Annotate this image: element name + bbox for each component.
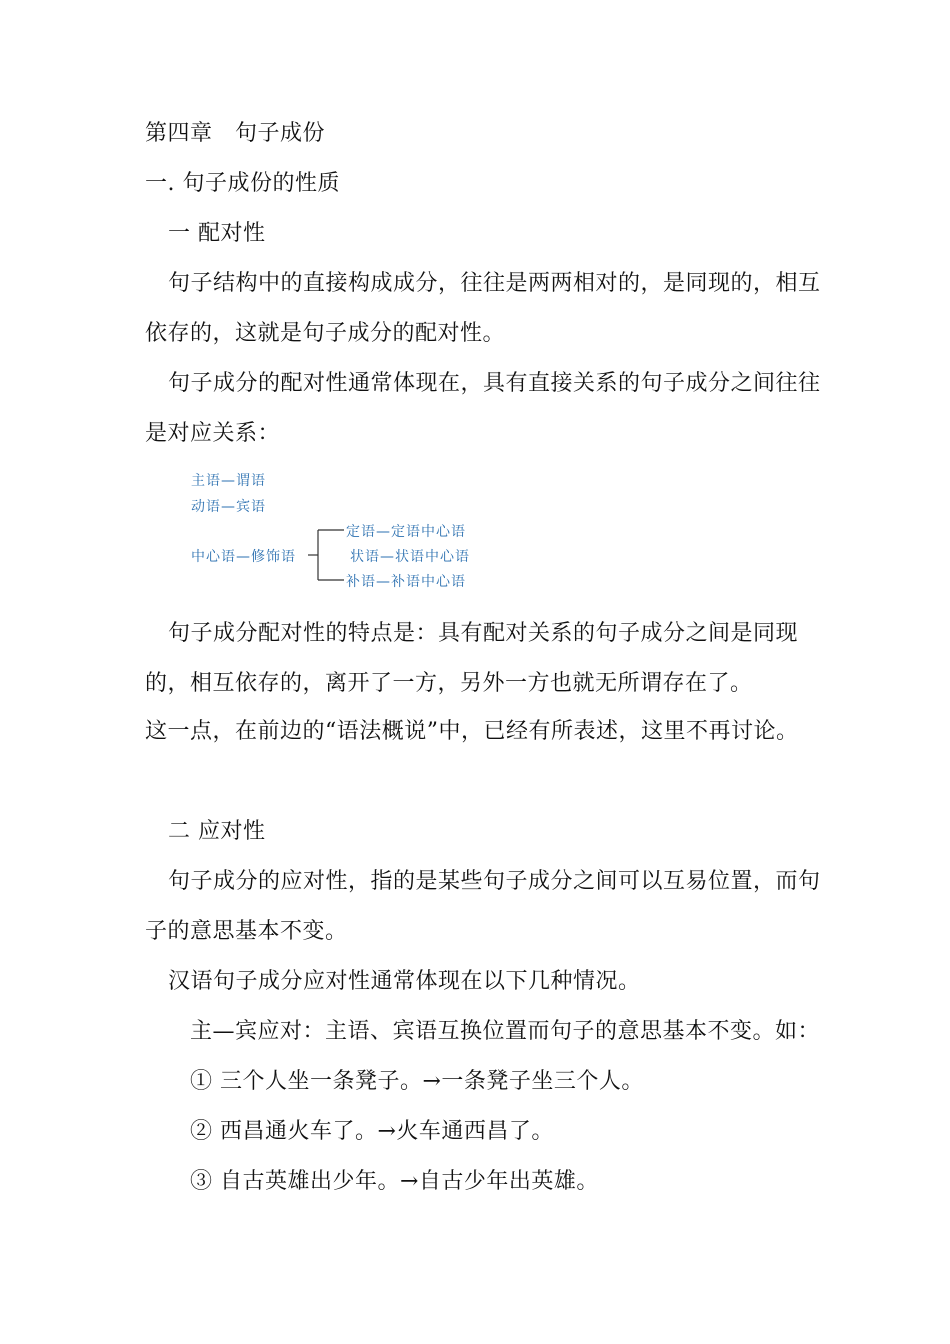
- diagram-branch-adverbial: 状语—状语中心语: [350, 549, 470, 565]
- paragraph-line: 依存的，这就是句子成分的配对性。: [145, 321, 506, 346]
- paragraph-line: 的，相互依存的，离开了一方，另外一方也就无所谓存在了。: [145, 671, 753, 696]
- diagram-branch-attributive: 定语—定语中心语: [346, 524, 466, 540]
- subsection-heading-pairing: 一 配对性: [168, 221, 266, 246]
- example-item: ③ 自古英雄出少年。→自古少年出英雄。: [190, 1169, 599, 1194]
- diagram-root-head-modifier: 中心语—修饰语: [191, 549, 296, 565]
- paragraph-line: 句子成分的配对性通常体现在，具有直接关系的句子成分之间往往: [168, 371, 821, 396]
- paragraph-line: 子的意思基本不变。: [145, 919, 348, 944]
- chapter-title: 第四章 句子成份: [145, 121, 326, 146]
- paragraph-line: 主—宾应对：主语、宾语互换位置而句子的意思基本不变。如：: [190, 1019, 821, 1044]
- paragraph-line: 句子结构中的直接构成成分，往往是两两相对的，是同现的，相互: [168, 271, 821, 296]
- example-item: ① 三个人坐一条凳子。→一条凳子坐三个人。: [190, 1069, 644, 1094]
- paragraph-line: 汉语句子成分应对性通常体现在以下几种情况。: [168, 969, 641, 994]
- diagram-pair-verb-object: 动语—宾语: [191, 499, 266, 515]
- section-heading: 一. 句子成份的性质: [145, 171, 340, 196]
- subsection-heading-correspondence: 二 应对性: [168, 819, 266, 844]
- diagram-pair-subject-predicate: 主语—谓语: [191, 473, 266, 489]
- paragraph-line: 句子成分配对性的特点是：具有配对关系的句子成分之间是同现: [168, 621, 799, 646]
- paragraph-line: 句子成分的应对性，指的是某些句子成分之间可以互易位置，而句: [168, 869, 821, 894]
- paragraph-line: 是对应关系：: [145, 421, 281, 446]
- example-item: ② 西昌通火车了。→火车通西昌了。: [190, 1119, 554, 1144]
- paragraph-line: 这一点，在前边的“语法概说”中，已经有所表述，这里不再讨论。: [145, 719, 799, 744]
- diagram-branch-complement: 补语—补语中心语: [346, 574, 466, 590]
